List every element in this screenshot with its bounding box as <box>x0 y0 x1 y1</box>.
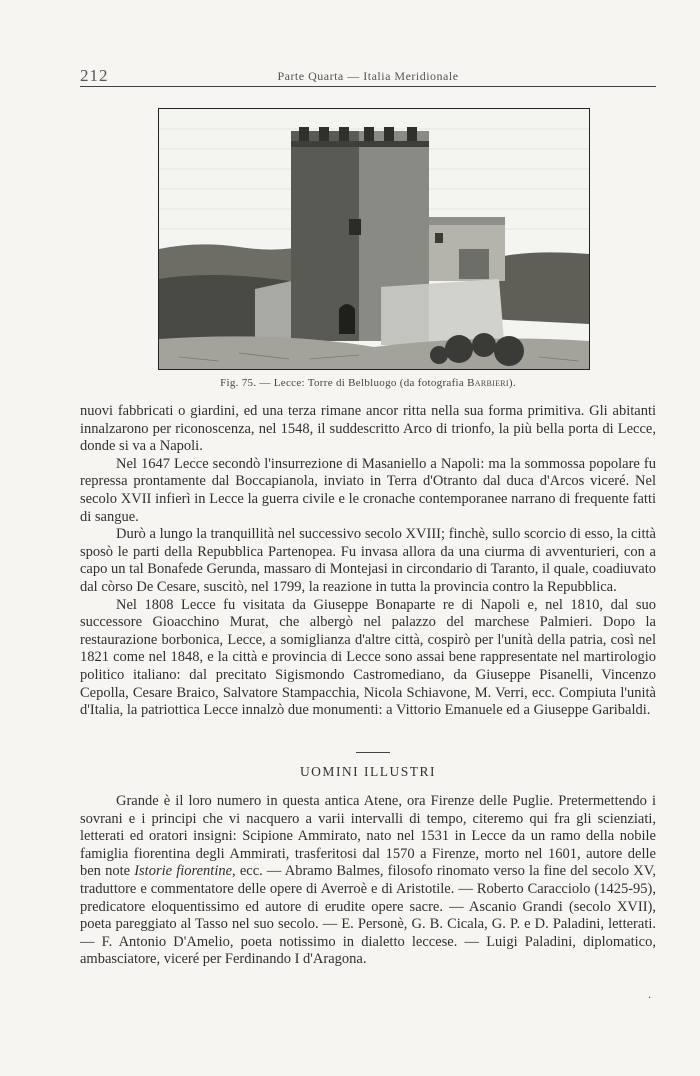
caption-text: Fig. 75. — Lecce: Torre di Belbluogo (da fotografia <box>220 377 468 389</box>
paragraph-text: Grande è il loro numero in questa antica Atene, ora Firenze delle Puglie. Pretermettendo i sovrani e i principi che vi nacquero a varii intervalli di tempo, citeremo qui fra gli scienziati, letterati ed oratori insigni: Scipione Ammirato, nato nel 1531 in Lecce da un ramo della nobile famiglia fiorentina degli Ammirati, trasferitosi dal 1570 a Firenze, morto nel 1601, autore delle ben note <box>80 793 656 880</box>
paragraph: Nel 1808 Lecce fu visitata da Giuseppe Bonaparte re di Napoli e, nel 1810, dal suo successore Gioacchino Murat, che albergò nel palazzo del marchese Palmieri. Dopo la restaurazione borbonica, Lecce, a somiglianza d'altre città, cospirò per l'unità della patria, così nel 1821 come nel 1848, e la città e provincia di Lecce sono assai bene rappresentate nel martirologio politico italiano: dal precitato Sigismondo Castromediano, da Giuseppe Pisanelli, Vincenzo Cepolla, Cesare Braico, Salvatore Stampacchia, Nicola Schiavone, M. Verri, ecc. Compiuta l'unità d'Italia, la patriottica Lecce innalzò due monumenti: a Vittorio Emanuele ed a Giuseppe Garibaldi. <box>80 596 656 719</box>
caption-end: ). <box>508 377 516 389</box>
section-divider <box>356 752 390 753</box>
figure-caption <box>80 377 656 389</box>
header-rule <box>80 86 656 87</box>
section-title: UOMINI ILLUSTRI <box>299 764 437 779</box>
paragraph: Nel 1647 Lecce secondò l'insurrezione di Masaniello a Napoli: ma la sommossa popolare fu repressa prontamente dal Boccapianola, inviato in Terra d'Otranto dal duca d'Arcos viceré. Nel secolo XVII infierì in Lecce la guerra civile e le cronache contemporanee narrano di frequente fatti di sangue. <box>80 455 656 525</box>
section-body <box>80 793 656 969</box>
page-number: 212 <box>80 66 109 85</box>
paragraph-text: , ecc. — Abramo Balmes, filosofo rinomato verso la fine del secolo XV, traduttore e commentatore delle opere di Averroè e di Aristotile. — Roberto Caracciolo (1425-95), predicatore eloquentissimo ed autore di erudite opere sacre. — Ascanio Grandi (secolo XVII), poeta pareggiato al Tasso nel suo secolo. — E. Personè, G. B. Cicala, G. P. e D. Paladini, letterati. — F. Antonio D'Amelio, poeta notissimo in dialetto leccese. — Luigi Paladini, diplomatico, ambasciatore, viceré per Ferdinando I d'Aragona. <box>80 863 657 968</box>
body-text <box>80 403 656 720</box>
italic-title: Istorie fiorentine <box>134 863 233 880</box>
paragraph: nuovi fabbricati o giardini, ed una terza rimane ancor ritta nella sua forma primitiva. Gli abitanti innalzarono per riconoscenza, nel 1548, il suddescritto Arco di trionfo, la più bella porta di Lecce, donde si va a Napoli. <box>80 403 656 455</box>
tower-photograph <box>158 108 590 370</box>
page-header <box>80 66 656 86</box>
caption-credit: Barbieri <box>467 377 509 389</box>
running-head: Parte Quarta — Italia Meridionale <box>277 69 459 83</box>
paragraph <box>80 793 656 969</box>
paragraph: Durò a lungo la tranquillità nel successivo secolo XVIII; finchè, sullo scorcio di esso, la città sposò le parti della Repubblica Partenopea. Fu invasa allora da una ciurma di avventurieri, con a capo un tal Bonafede Gerunda, massaro di Montejasi in circondario di Taranto, il quale, coadiuvato dal còrso De Cesare, suscitò, nel 1799, la reazione in tutta la provincia contro la Repubblica. <box>80 526 656 595</box>
footer-mark: · <box>648 993 652 1004</box>
